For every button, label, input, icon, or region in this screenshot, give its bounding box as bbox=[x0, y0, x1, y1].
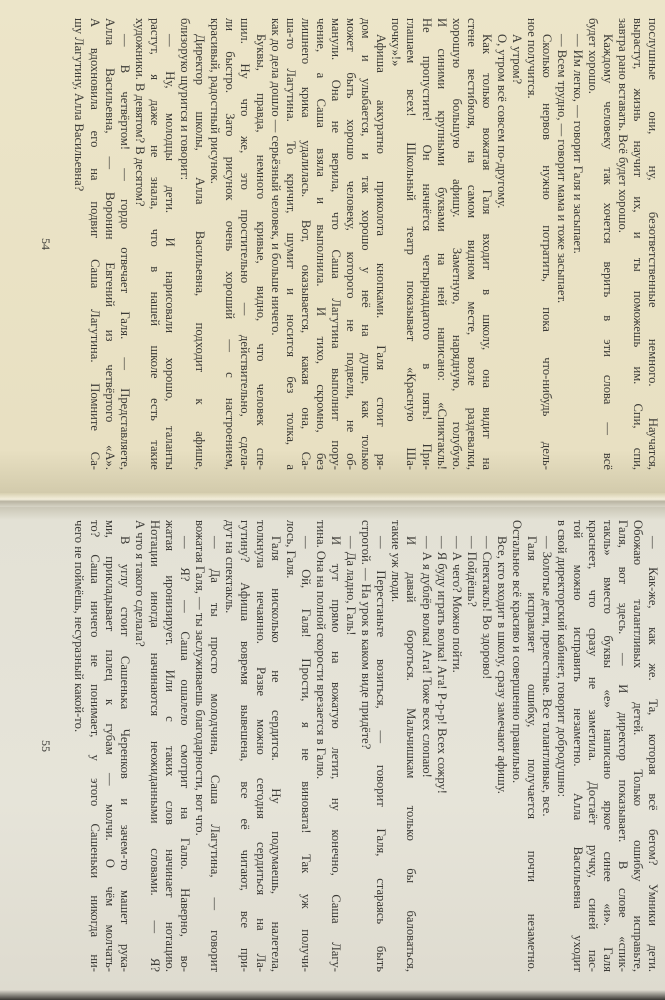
text-line: ми, прикладывает палец к губам — молчи. О чём молчать- bbox=[102, 520, 117, 972]
page-number-55: 55 bbox=[39, 740, 54, 752]
text-line: гутину? Афиша вовремя вывешена, все её читают, все при- bbox=[238, 520, 253, 972]
text-line: — Как-же, как же. Та, которая всё бегом? Умники дети. bbox=[646, 536, 660, 972]
text-line: — Да ты просто молодчина, Саша Лагутина, — говорит bbox=[208, 536, 223, 972]
right-page-lines bbox=[71, 520, 660, 972]
text-line: Все, кто входит в школу, сразу замечают афишу. bbox=[495, 536, 510, 794]
text-line: О, утром всё совсем по-другому. bbox=[495, 34, 510, 209]
text-line: жатая иронизирует. Или с таких слов начинает нотацию. bbox=[163, 520, 177, 972]
text-line: Каждому человеку так хочется верить в эти слова — всё bbox=[600, 34, 615, 470]
text-line: А утром? bbox=[510, 34, 525, 85]
text-line: как до дела дошло — серьёзный человек, и больше ничего. bbox=[268, 18, 283, 336]
text-line: толкнула нечаянно. Разве можно сегодня сердиться на Ла- bbox=[253, 520, 268, 972]
text-line: строгой. — На урок в каком виде придёте? bbox=[359, 520, 374, 750]
text-line: Афиша аккуратно приколота кнопками. Галя стоит ря- bbox=[374, 34, 389, 470]
text-line: чего не поймёшь, несуразный какой-то. bbox=[72, 520, 87, 733]
left-page-lines bbox=[71, 18, 660, 470]
text-line: может быть хорошо человеку, которого не подвели, не об- bbox=[344, 18, 359, 470]
text-line: то? Саша ничего не понимает, у этого Сашеньки никогда ни- bbox=[87, 520, 102, 972]
text-line: И давай бороться. Мальчишкам только бы баловаться, bbox=[404, 536, 419, 972]
text-line: ли быстро. Зато рисунок очень хороший — с настроением, bbox=[223, 18, 238, 470]
text-line: тина. Она на полной скорости врезается в Галю. bbox=[313, 520, 328, 780]
text-line: лось, Галя. bbox=[283, 520, 298, 579]
text-line: Как только вожатая Галя входит в школу, она видит на bbox=[479, 34, 494, 470]
text-line: А что я такого сделала? bbox=[132, 520, 147, 647]
text-line: глашаем всех! Школьный театр показывает «Красную Ша- bbox=[404, 18, 419, 470]
text-line: вожатая Галя, — ты заслуживаешь благодарности, вот что. bbox=[193, 520, 208, 836]
text-line: манули. Она не верила, что Саша Лагутина выполнит пору- bbox=[329, 18, 344, 470]
text-line: — Ой, Галя! Прости, я не виновата! Так уж получи- bbox=[298, 536, 313, 972]
text-line: Остальное всё красиво и совершенно правильно. bbox=[510, 520, 525, 784]
text-line: будет хорошо. bbox=[585, 18, 600, 94]
text-line: В углу стоит Сашенька Черенков и зачем-то машет рука- bbox=[117, 536, 132, 972]
text-line: — А чего? Можно пойти. bbox=[449, 536, 464, 673]
text-line: А вдохновила его на подвиг Саша Лагутина. Помните Са- bbox=[87, 18, 102, 470]
text-line: близоруко щурится и говорит: bbox=[178, 18, 193, 181]
text-line: Галя нисколько не сердится. Ну подумаешь, налетела, bbox=[268, 536, 283, 972]
text-line: такль» вместо буквы «е» написано яркое синее «и». Галя bbox=[600, 520, 615, 972]
text-line: той можно исправить незаметно. Алла Васильевна уходит bbox=[570, 520, 585, 972]
text-line: вырастут, жизнь научит их, и ты поможешь им. Спи, спи, bbox=[630, 18, 645, 470]
text-line: — Да ладно, Галь! bbox=[344, 536, 359, 636]
text-line: завтра рано вставать. Всё будет хорошо. bbox=[615, 18, 630, 233]
text-line: — Пойдёшь? bbox=[464, 536, 479, 607]
book-gutter bbox=[0, 493, 665, 507]
text-line: Алла Васильевна, — Воронин Евгений из четвёртого «А». bbox=[102, 18, 117, 470]
text-line: И синими крупными буквами на ней написано: «Спиктакль! bbox=[434, 18, 449, 470]
text-line: почку»!» bbox=[389, 18, 404, 67]
text-line: — В четвёртом! — гордо отвечает Галя. — Представляете, bbox=[117, 34, 132, 470]
left-page-text bbox=[20, 18, 660, 470]
page-number-54: 54 bbox=[39, 238, 54, 250]
text-line: Галя, вот здесь. — И директор показывает. В слове «спик- bbox=[615, 520, 630, 972]
text-line: Галя исправляет ошибку, получается почти незаметно. bbox=[525, 536, 540, 972]
text-line: — Всем трудно, — говорит мама и тоже засыпает. bbox=[555, 34, 570, 304]
text-line: стене вестибюля, на самом видном месте, возле раздевалки, bbox=[464, 18, 479, 470]
text-line: Обожаю талантливых детей. Только ошибку исправьте, bbox=[630, 520, 645, 972]
text-line: И тут прямо на вожатую летит, ну конечно, Саша Лагу- bbox=[329, 536, 344, 972]
text-line: — Я буду играть волка! Ага! Р-р-р! Всех сожру! bbox=[434, 536, 449, 794]
text-line: — Спектакль! Во здорово! bbox=[479, 536, 494, 680]
text-line: лишнего крика удалилась. Вот, оказывается, какая она, Са- bbox=[298, 18, 313, 470]
text-line: послушные они, ну, безответственные немного. Научатся, bbox=[646, 18, 660, 470]
text-line: Директор школы, Алла Васильевна, подходит к афише, bbox=[193, 34, 208, 470]
text-line: чение, а Саша взяла и выполнила. И тихо, скромно, без bbox=[313, 18, 328, 470]
text-line: — Перестаньте возиться, — говорит Галя, стараясь быть bbox=[374, 536, 389, 972]
text-line: художники. В девятом? В десятом? bbox=[132, 18, 147, 207]
text-line: — Ну, молодцы дети. И нарисовали хорошо, таланты bbox=[163, 34, 177, 470]
text-line: — Им легко, — говорит Галя и засыпает. bbox=[570, 34, 585, 254]
text-line: хорошую большую афишу. Заметную, нарядную, голубую. bbox=[449, 18, 464, 470]
text-line: красивый, радостный рисунок. bbox=[208, 18, 223, 184]
text-line: шил. Ну что же, это простительно — действительно, сдела- bbox=[238, 18, 253, 470]
text-line: шу Лагутину, Алла Васильевна? bbox=[72, 18, 87, 192]
text-line: ное получится. bbox=[525, 18, 540, 99]
text-line: в свой директорский кабинет, говорит добродушно: bbox=[555, 520, 570, 798]
text-line: такие уж люди. bbox=[389, 520, 404, 603]
text-line: — Золотые дети, прелестные. Все талантливые, все. bbox=[540, 536, 555, 817]
text-line: дом и улыбается, и так хорошо у неё на душе, как только bbox=[359, 18, 374, 470]
text-line: Сколько нервов нужно потратить, пока что-нибудь дель- bbox=[540, 34, 555, 470]
text-line: Нотации иногда начинаются неожиданными словами. — Я? bbox=[147, 520, 162, 972]
text-line: дут на спектакль. bbox=[223, 520, 238, 614]
text-line: Не пропустите! Он начнётся четырнадцатого в пять! При- bbox=[419, 18, 434, 470]
text-line: растут, я даже не знала, что в нашей школе есть такие bbox=[147, 18, 162, 470]
text-line: Буквы, правда, немного кривые, видно, что человек спе- bbox=[253, 34, 268, 470]
text-line: — Я? — Саша ошалело смотрит на Галю. Наверно, во- bbox=[178, 536, 193, 972]
right-page-text bbox=[20, 520, 660, 972]
text-line: — А я дублёр волка! Ага! Тоже всех слопаю! bbox=[419, 536, 434, 778]
text-line: краснеет, что сразу не заметила. Достаёт ручку, синей пас- bbox=[585, 520, 600, 972]
text-line: ша-то Лагутина. То кричит, шумит и носится без толка, а bbox=[283, 18, 298, 470]
